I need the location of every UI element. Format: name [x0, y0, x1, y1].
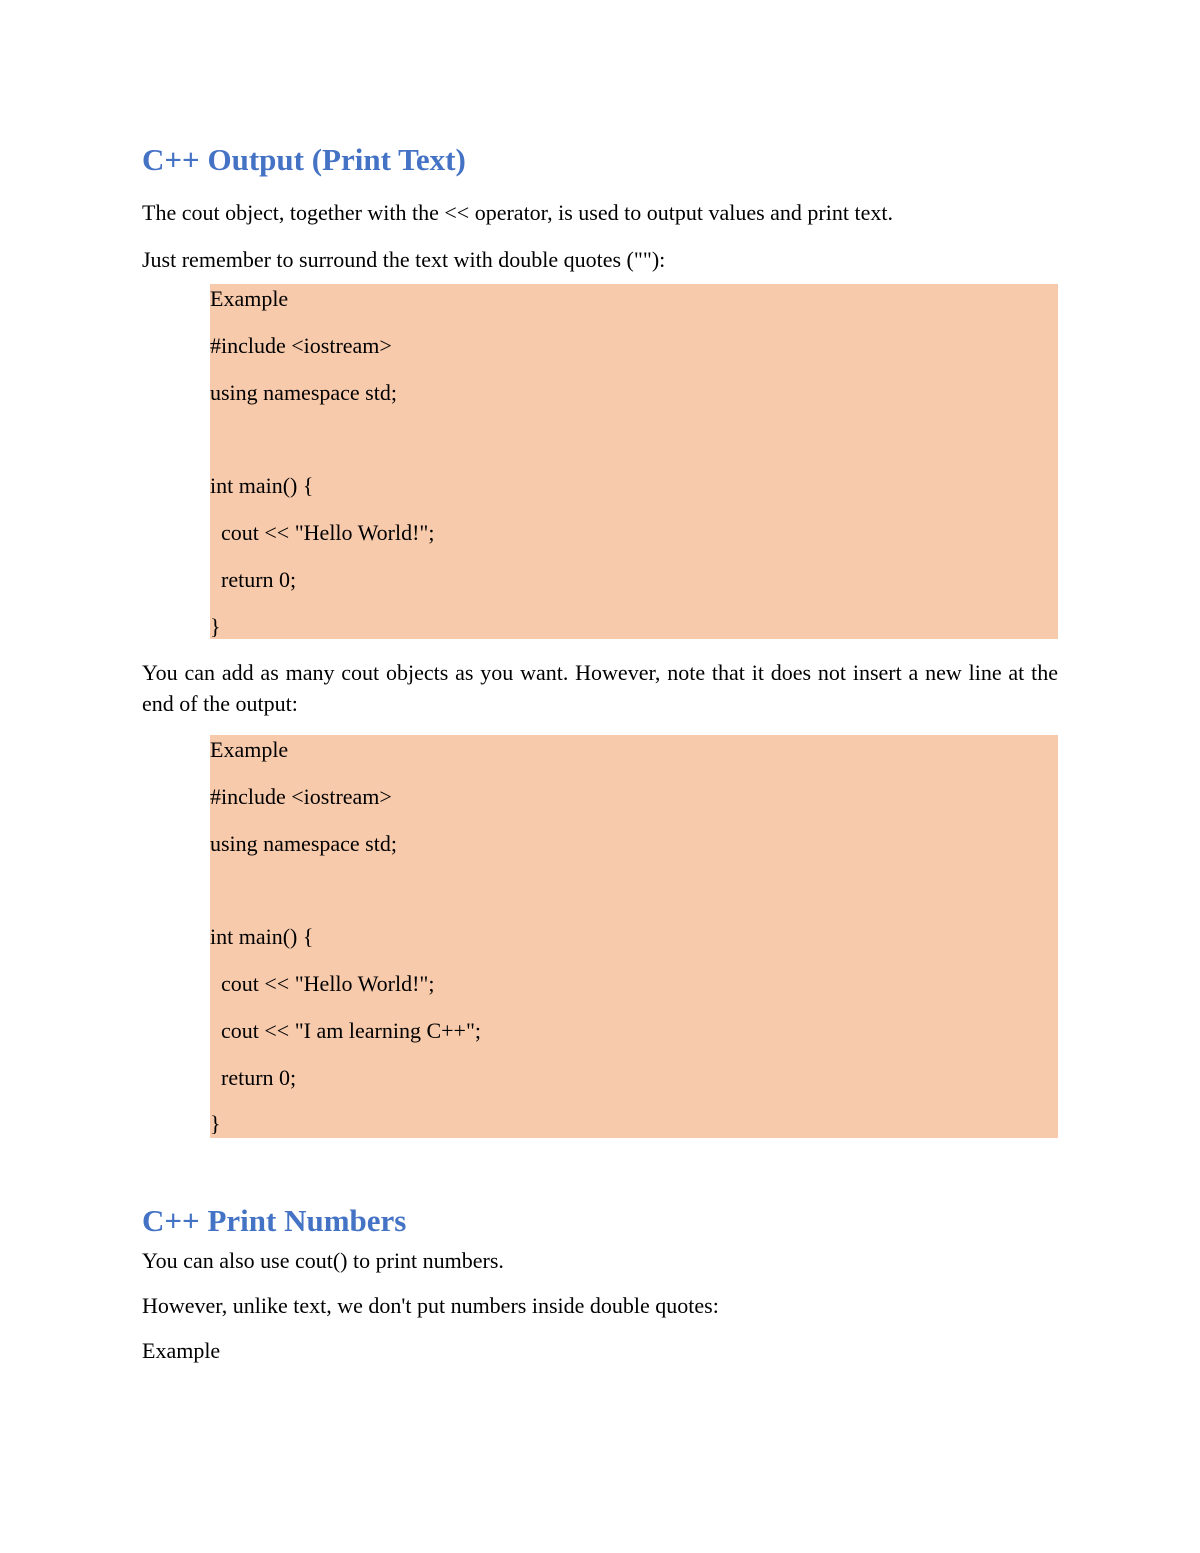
code-line: return 0; [210, 1064, 297, 1090]
example-label: Example [210, 737, 289, 762]
code-line: #include <iostream> [210, 783, 392, 809]
heading-output: C++ Output (Print Text) [142, 142, 466, 177]
code-line: cout << "Hello World!"; [210, 519, 435, 545]
code-line: int main() { [210, 473, 314, 499]
code-line: } [210, 613, 221, 639]
paragraph-cout-intro: The cout object, together with the << operator, is used to output values and print text. [142, 200, 893, 225]
heading-print-numbers: C++ Print Numbers [142, 1203, 407, 1238]
paragraph-double-quotes: Just remember to surround the text with double quotes (""): [142, 247, 666, 272]
code-line: cout << "Hello World!"; [210, 970, 435, 996]
document-page [142, 138, 1058, 1366]
code-line [210, 875, 1058, 905]
example-label-numbers: Example [142, 1338, 221, 1363]
code-line: int main() { [210, 924, 314, 950]
example-label: Example [210, 286, 289, 311]
code-line: return 0; [210, 566, 297, 592]
code-line: using namespace std; [210, 830, 397, 856]
example-box-1 [210, 284, 1058, 639]
code-line [210, 424, 1058, 454]
code-line: cout << "I am learning C++"; [210, 1017, 482, 1043]
code-line: #include <iostream> [210, 332, 392, 358]
paragraph-no-quotes: However, unlike text, we don't put numbers inside double quotes: [142, 1293, 719, 1318]
paragraph-print-numbers: You can also use cout() to print numbers. [142, 1248, 504, 1273]
example-box-2 [210, 735, 1058, 1138]
paragraph-multiple-cout: You can add as many cout objects as you want. However, note that it does not insert a new line at the end of the output: [142, 660, 1058, 716]
code-line: using namespace std; [210, 379, 397, 405]
code-line: } [210, 1111, 221, 1137]
